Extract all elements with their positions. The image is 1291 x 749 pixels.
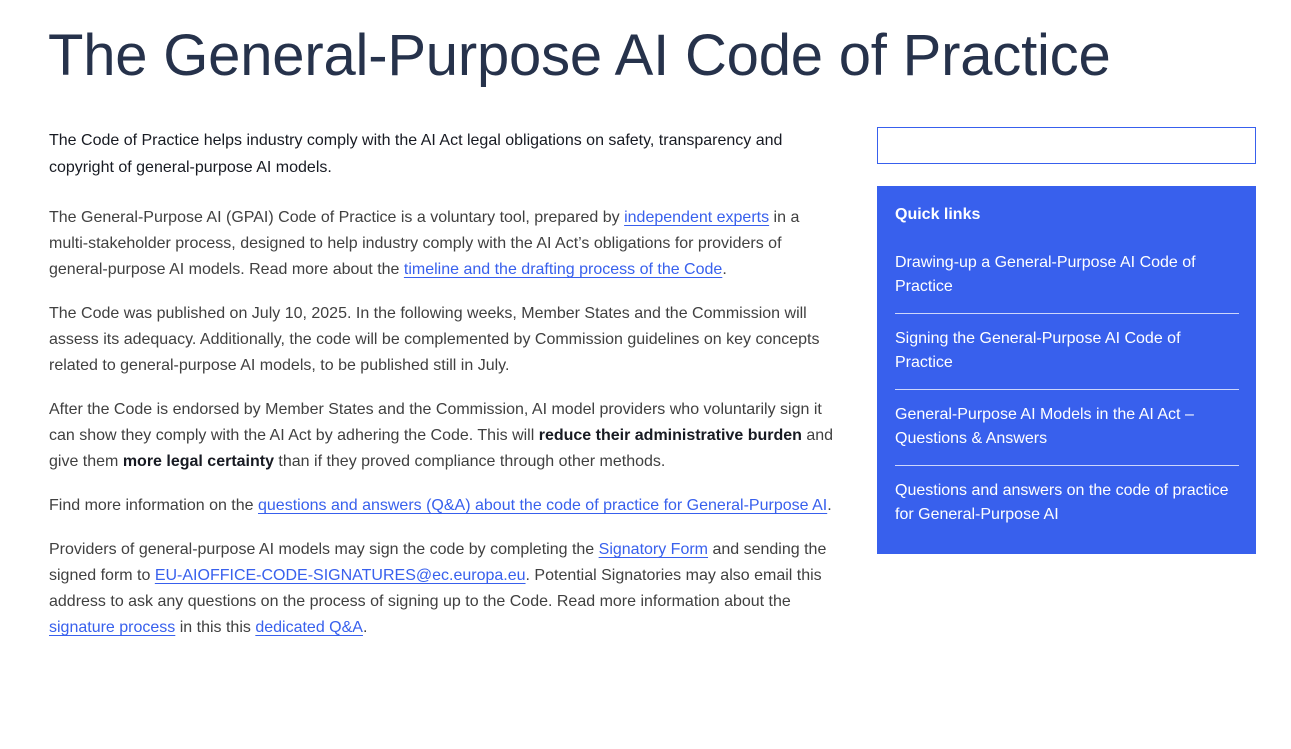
paragraph-signing [49, 537, 839, 641]
quick-link-item [895, 250, 1239, 314]
signature-process-link[interactable]: signature process [49, 619, 176, 636]
page-title: The General-Purpose AI Code of Practice [48, 23, 1111, 88]
quick-link-code-qa[interactable]: Questions and answers on the code of practice for General-Purpose AI [895, 482, 1229, 523]
paragraph-benefits [49, 397, 839, 475]
paragraph-text: and give them [49, 427, 834, 470]
quick-link-item [895, 390, 1239, 466]
paragraph-text: After the Code is endorsed by Member States and the Commission, AI model providers who voluntarily sign it can show they comply with the AI Act by adhering the Code. This will [49, 401, 822, 444]
quick-link-gpai-models-qa[interactable]: General-Purpose AI Models in the AI Act – Questions & Answers [895, 406, 1194, 447]
main-content [49, 127, 839, 659]
paragraph-text: . [362, 619, 368, 636]
paragraph-text: in a multi-stakeholder process, designed to help industry comply with the AI Act’s obligations for providers of general-purpose AI models. Read more about the [49, 209, 800, 278]
signatory-form-link[interactable]: Signatory Form [598, 541, 709, 558]
quick-links-list [895, 250, 1239, 541]
paragraph-text: The Code was published on July 10, 2025. In the following weeks, Member States and the Commission will assess its adequacy. Additionally, the code will be complemented by Commission guidelines on key concepts related to general-purpose AI models, to be published still in July. [49, 305, 820, 374]
independent-experts-link[interactable]: independent experts [624, 209, 770, 226]
bold-text-burden: reduce their administrative burden [538, 427, 802, 444]
dedicated-qa-link[interactable]: dedicated Q&A [255, 619, 363, 636]
paragraph-text: than if they proved compliance through other methods. [273, 453, 666, 470]
quick-link-item [895, 466, 1239, 541]
paragraph-text: . Potential Signatories may also email this address to ask any questions on the process of signing up to the Code. Read more information about the [49, 567, 822, 610]
timeline-drafting-process-link[interactable]: timeline and the drafting process of the Code [403, 261, 723, 278]
paragraph-text: in this this [175, 619, 256, 636]
paragraph-text: . [722, 261, 727, 278]
paragraph-text: and sending the signed form to [49, 541, 827, 584]
paragraph-text: . [827, 497, 832, 514]
bold-text-certainty: more legal certainty [122, 453, 274, 470]
paragraph-text: The General-Purpose AI (GPAI) Code of Practice is a voluntary tool, prepared by [49, 209, 625, 226]
quick-link-drawing-up[interactable]: Drawing-up a General-Purpose AI Code of Practice [895, 254, 1196, 295]
qa-code-of-practice-link[interactable]: questions and answers (Q&A) about the code of practice for General-Purpose AI [258, 497, 828, 514]
paragraph-more-info [49, 493, 839, 519]
quick-links-title: Quick links [895, 206, 981, 223]
paragraph-publication [49, 301, 839, 379]
sidebar [877, 127, 1256, 554]
quick-link-signing[interactable]: Signing the General-Purpose AI Code of Practice [895, 330, 1181, 371]
signatures-email-link[interactable]: EU-AIOFFICE-CODE-SIGNATURES@ec.europa.eu [154, 567, 526, 584]
paragraph-gpai-intro [49, 205, 839, 283]
paragraph-text: Find more information on the [49, 497, 258, 514]
quick-link-item [895, 314, 1239, 390]
lead-paragraph: The Code of Practice helps industry comply with the AI Act legal obligations on safety, transparency and copyright of general-purpose AI models. [49, 132, 783, 176]
search-input[interactable] [877, 127, 1256, 164]
quick-links-panel [877, 186, 1256, 554]
paragraph-text: Providers of general-purpose AI models may sign the code by completing the [49, 541, 599, 558]
